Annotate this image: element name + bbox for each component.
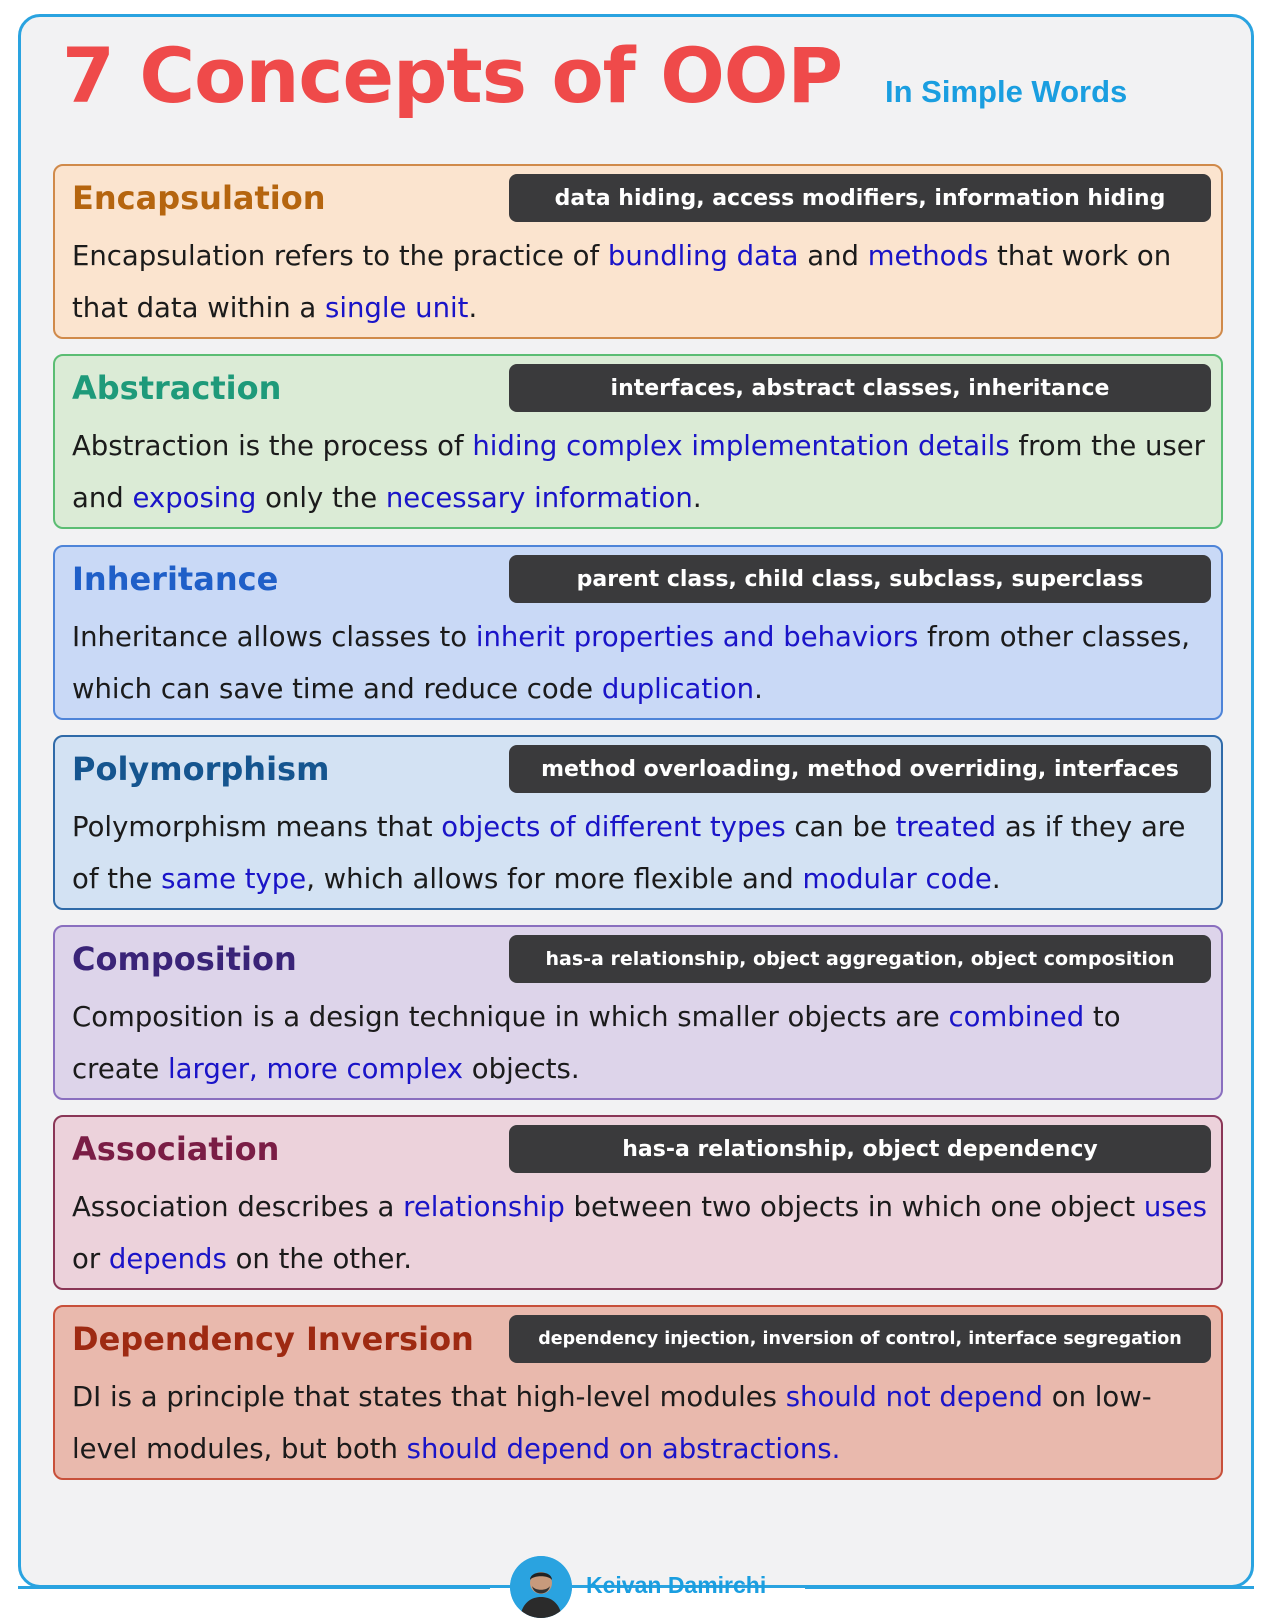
- concept-description: [72, 1371, 1209, 1475]
- concept-title: Composition: [72, 940, 297, 978]
- description-text: .: [991, 863, 1001, 895]
- description-text: only the: [256, 482, 386, 514]
- concept-tags: data hiding, access modifiers, information hiding: [509, 174, 1211, 222]
- concept-tags: dependency injection, inversion of control, interface segregation: [509, 1315, 1211, 1363]
- concept-tags: has-a relationship, object dependency: [509, 1125, 1211, 1173]
- highlighted-term: same type: [161, 863, 307, 895]
- concept-tags: has-a relationship, object aggregation, object composition: [509, 935, 1211, 983]
- description-text: .: [754, 673, 763, 705]
- concept-card-association: [53, 1115, 1223, 1290]
- highlighted-term: uses: [1143, 1191, 1207, 1223]
- concept-description: [72, 230, 1209, 334]
- concept-description: [72, 611, 1209, 715]
- highlighted-term: depends: [108, 1243, 227, 1275]
- concept-tags: method overloading, method overriding, interfaces: [509, 745, 1211, 793]
- description-text: can be: [785, 811, 896, 843]
- highlighted-term: objects of different types: [441, 811, 786, 843]
- footer-divider-right: [805, 1586, 1254, 1589]
- description-text: or: [72, 1243, 109, 1275]
- person-avatar-icon: [510, 1556, 572, 1618]
- description-text: and: [798, 240, 868, 272]
- description-text: .: [692, 482, 702, 514]
- page-subtitle: In Simple Words: [885, 74, 1128, 109]
- description-text: objects.: [463, 1053, 580, 1085]
- concept-tags: interfaces, abstract classes, inheritance: [509, 364, 1211, 412]
- description-text: on low-level modules, but both: [72, 1381, 1152, 1465]
- highlighted-term: hiding complex implementation details: [472, 430, 1010, 462]
- concept-card-dependency-inversion: [53, 1305, 1223, 1480]
- description-text: Association describes a: [72, 1191, 404, 1223]
- highlighted-term: methods: [867, 240, 989, 272]
- highlighted-term: inherit properties and behaviors: [475, 621, 919, 653]
- description-text: .: [468, 292, 478, 324]
- concept-title: Encapsulation: [72, 179, 326, 217]
- concept-title: Inheritance: [72, 560, 279, 598]
- description-text: Abstraction is the process of: [72, 430, 473, 462]
- concept-card-polymorphism: [53, 735, 1223, 910]
- description-text: from the user and: [72, 430, 1205, 514]
- concept-card-inheritance: [53, 545, 1223, 720]
- highlighted-term: relationship: [403, 1191, 565, 1223]
- description-text: DI is a principle that states that high-level modules: [72, 1381, 786, 1413]
- concept-card-abstraction: [53, 354, 1223, 529]
- highlighted-term: combined: [948, 1001, 1085, 1033]
- concept-card-composition: [53, 925, 1223, 1100]
- description-text: Composition is a design technique in which smaller objects are: [72, 1001, 949, 1033]
- description-text: Polymorphism means that: [72, 811, 442, 843]
- highlighted-term: modular code: [802, 863, 992, 895]
- concept-tags: parent class, child class, subclass, superclass: [509, 555, 1211, 603]
- highlighted-term: should not depend: [785, 1381, 1043, 1413]
- concept-description: [72, 1181, 1209, 1285]
- description-text: as if they are of the: [72, 811, 1186, 895]
- concept-title: Abstraction: [72, 369, 282, 407]
- description-text: , which allows for more flexible and: [306, 863, 803, 895]
- highlighted-term: exposing: [132, 482, 257, 514]
- description-text: Inheritance allows classes to: [72, 621, 476, 653]
- highlighted-term: duplication: [601, 673, 755, 705]
- concept-description: [72, 801, 1209, 905]
- concept-title: Polymorphism: [72, 750, 330, 788]
- description-text: that work on that data within a: [72, 240, 1172, 324]
- highlighted-term: should depend on abstractions.: [406, 1433, 841, 1465]
- highlighted-term: single unit: [325, 292, 469, 324]
- description-text: from other classes, which can save time and reduce code: [72, 621, 1191, 705]
- description-text: between two objects in which one object: [564, 1191, 1144, 1223]
- description-text: to create: [72, 1001, 1121, 1085]
- highlighted-term: larger, more complex: [168, 1053, 464, 1085]
- concept-description: [72, 991, 1209, 1095]
- concept-description: [72, 420, 1209, 524]
- author-avatar: [510, 1556, 572, 1618]
- highlighted-term: bundling data: [607, 240, 799, 272]
- page-title: 7 Concepts of OOP: [62, 31, 843, 120]
- footer-divider-left: [18, 1586, 490, 1589]
- description-text: on the other.: [226, 1243, 412, 1275]
- highlighted-term: treated: [895, 811, 997, 843]
- concept-title: Association: [72, 1130, 280, 1168]
- highlighted-term: necessary information: [385, 482, 693, 514]
- author-name: Keivan Damirchi: [586, 1572, 767, 1598]
- concept-card-encapsulation: [53, 164, 1223, 339]
- description-text: Encapsulation refers to the practice of: [72, 240, 608, 272]
- concept-title: Dependency Inversion: [72, 1320, 474, 1358]
